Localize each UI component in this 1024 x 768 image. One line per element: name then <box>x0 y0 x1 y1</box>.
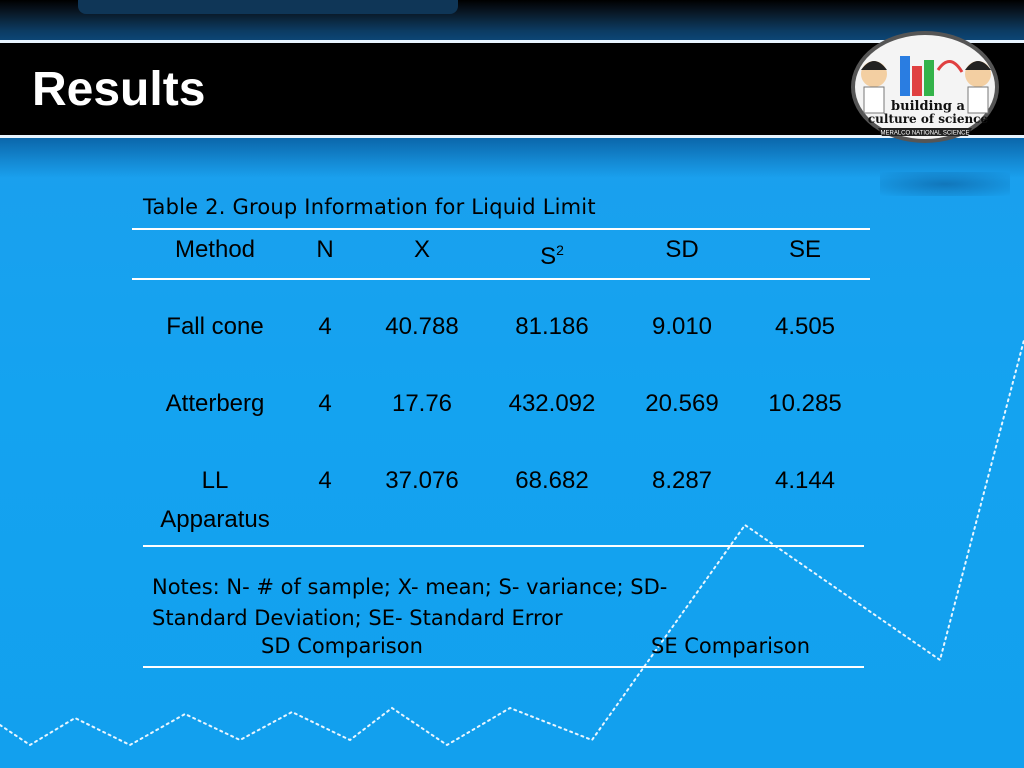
row2-method: Atterberg <box>165 390 265 417</box>
table-caption: Table 2. Group Information for Liquid Limit <box>143 195 596 219</box>
header-se: SE <box>788 236 821 263</box>
se-comparison-label: SE Comparison <box>651 634 811 658</box>
sd-comparison-label: SD Comparison <box>261 634 423 658</box>
header-s2 <box>497 236 607 271</box>
header-sd: SD <box>665 236 699 263</box>
row2-sd: 20.569 <box>645 390 719 417</box>
logo-text-3: MERALCO NATIONAL SCIENCE <box>880 130 970 137</box>
row1-x: 40.788 <box>385 313 459 340</box>
notes-line-1: Notes: N- # of sample; X- mean; S- variance; SD- <box>152 575 668 599</box>
row1-n: 4 <box>318 313 332 340</box>
row3-method-line1: LL <box>201 467 229 494</box>
table-header-rule <box>132 278 870 280</box>
header-x: X <box>413 236 430 263</box>
row1-sd: 9.010 <box>651 313 713 340</box>
row1-s2: 81.186 <box>515 313 589 340</box>
row3-se: 4.144 <box>774 467 836 494</box>
header-s-superscript: 2 <box>556 242 564 258</box>
row2-s2: 432.092 <box>508 390 596 417</box>
row2-n: 4 <box>318 390 332 417</box>
logo-shadow <box>880 172 1010 196</box>
row3-sd: 8.287 <box>651 467 713 494</box>
notes-bottom-rule <box>143 666 864 668</box>
row1-method: Fall cone <box>166 313 264 340</box>
header-method: Method <box>174 236 256 263</box>
logo-text-1: building a <box>891 99 965 114</box>
row2-se: 10.285 <box>768 390 842 417</box>
header-n: N <box>316 236 334 263</box>
notes-line-2: Standard Deviation; SE- Standard Error <box>152 606 563 630</box>
table-notes <box>152 572 852 634</box>
row2-x: 17.76 <box>391 390 453 417</box>
row3-n: 4 <box>318 467 332 494</box>
logo-text-2: culture of science <box>867 112 989 126</box>
row1-se: 4.505 <box>774 313 836 340</box>
row3-method-line2: Apparatus <box>160 506 270 533</box>
table-bottom-rule <box>143 545 864 547</box>
table-top-rule <box>132 228 870 230</box>
slide-title: Results <box>32 63 206 116</box>
building-a-culture-of-science-logo <box>850 30 1000 144</box>
row3-x: 37.076 <box>385 467 459 494</box>
header-s-label: S <box>540 243 557 270</box>
row3-s2: 68.682 <box>515 467 589 494</box>
